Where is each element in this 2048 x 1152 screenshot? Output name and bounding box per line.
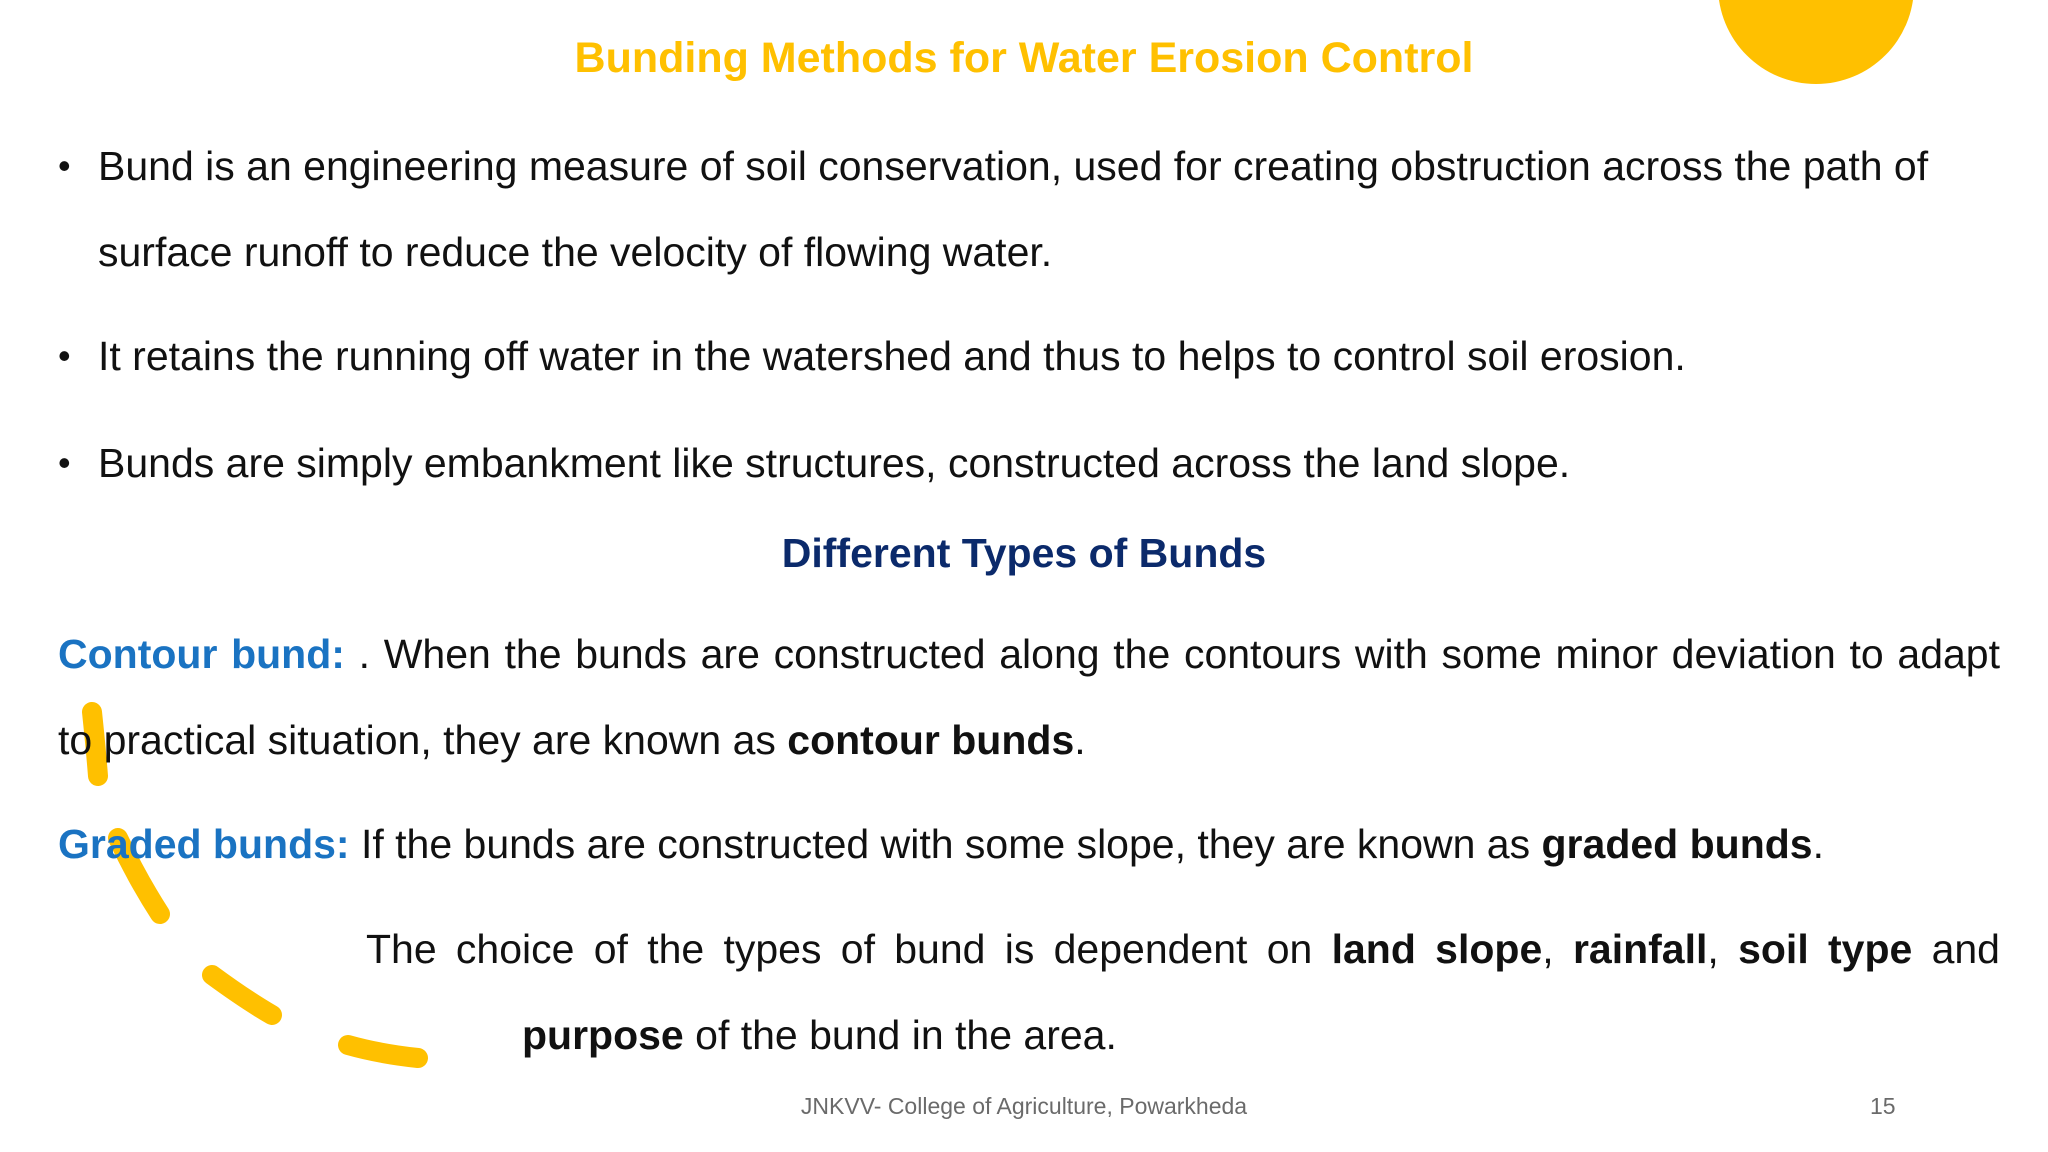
bullet-item	[58, 313, 2040, 399]
choice-text-end: of the bund in the area.	[683, 1012, 1117, 1058]
graded-bund-term: Graded bunds:	[58, 821, 350, 867]
graded-bund-text: If the bunds are constructed with some slope, they are known as	[349, 821, 1542, 867]
graded-bund-end: .	[1812, 821, 1824, 867]
bullet-item	[58, 420, 2040, 506]
rainfall-bold: rainfall	[1572, 926, 1708, 972]
contour-bund-text: . When the bunds are constructed along the contours with some minor deviation to adapt to practical situation, they are known as	[58, 631, 2000, 763]
graded-bunds-bold: graded bunds	[1541, 821, 1813, 867]
bullet-text: Bunds are simply embankment like structures, constructed across the land slope.	[98, 440, 1571, 486]
bund-choice-line-1	[366, 906, 2000, 992]
choice-text-and: and	[1912, 926, 2000, 972]
bullet-text: Bund is an engineering measure of soil conservation, used for creating obstruction across the path of surface runoff to reduce the velocity of flowing water.	[98, 143, 1929, 275]
bullet-text: It retains the running off water in the watershed and thus to helps to control soil erosion.	[98, 333, 1686, 379]
slide-footer: JNKVV- College of Agriculture, Powarkheda	[800, 1093, 1248, 1119]
contour-bund-paragraph	[58, 611, 2000, 783]
bund-choice-line-2	[366, 992, 2000, 1078]
choice-separator: ,	[1542, 926, 1573, 972]
choice-separator: ,	[1707, 926, 1739, 972]
choice-text: The choice of the types of bund is dependent on	[366, 926, 1332, 972]
purpose-bold: purpose	[522, 1012, 684, 1058]
soil-type-bold: soil type	[1738, 926, 1913, 972]
page-number: 15	[1870, 1093, 1896, 1119]
bund-choice-paragraph	[366, 906, 2000, 1078]
land-slope-bold: land slope	[1331, 926, 1543, 972]
contour-bund-end: .	[1074, 717, 1086, 763]
bullet-item	[58, 123, 2040, 295]
contour-bunds-bold: contour bunds	[787, 717, 1075, 763]
slide-title: Bunding Methods for Water Erosion Control	[574, 34, 1474, 82]
contour-bund-term: Contour bund:	[58, 631, 345, 677]
graded-bund-paragraph	[58, 801, 2000, 887]
section-subtitle: Different Types of Bunds	[781, 530, 1267, 576]
